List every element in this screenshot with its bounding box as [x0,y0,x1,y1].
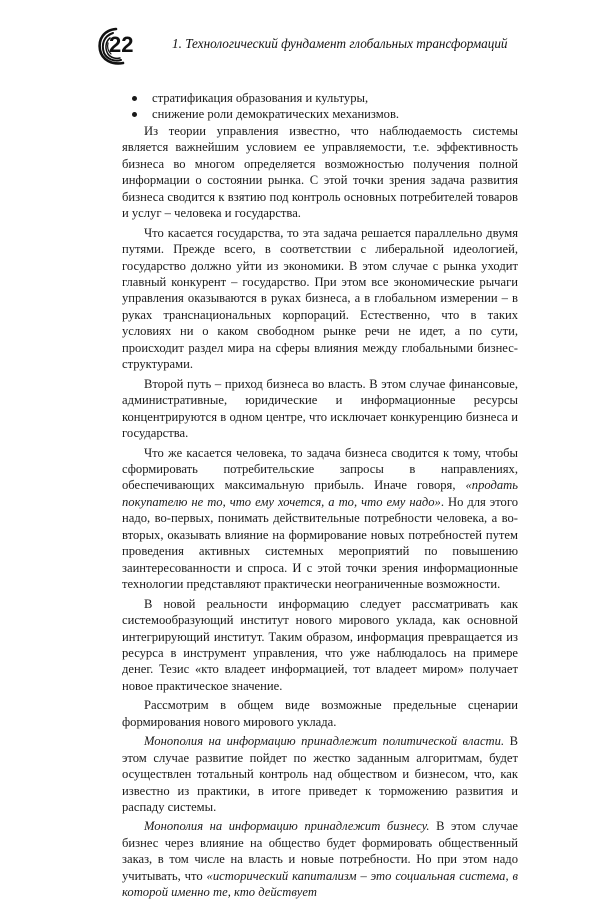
running-title: 1. Технологический фундамент глобальных трансформаций [172,36,508,51]
italic-scenario-heading: Монополия на информацию принадлежит политической власти. [144,734,505,749]
bullet-item: снижение роли демократических механизмов. [122,106,518,122]
paragraph: Из теории управления известно, что наблюдаемость системы является важнейшим условием ее управляемости, т.е. эффективность бизнеса во многом определяется возможностью получения полной информации о состоянии рынка. С этой точки зрения задача развития бизнеса сводится к взятию под контроль основных потребителей товаров и услуг – человека и государства. [122,123,518,221]
page-body [122,90,518,904]
bullet-item: стратификация образования и культуры, [122,90,518,106]
italic-quote: «продать покупателю не то, что ему хочется, а то, что ему надо» [122,478,518,509]
paragraph: Второй путь – приход бизнеса во власть. В этом случае финансовые, административные, юридические и информационные ресурсы концентрируются в одном центре, что исключает конкуренцию бизнеса и государства. [122,376,518,441]
bullet-list [122,90,518,123]
paragraph: Что же касается человека, то задача бизнеса сводится к тому, чтобы сформировать потребительские запросы в направлениях, обеспечивающих максимальную прибыль. Иначе говоря, «продать покупателю не то, что ему хочется, а то, что ему надо». Но для этого надо, во-первых, понимать действительные потребности человека, а во-вторых, оказывать влияние на формирование новых потребностей путем проведения активных системных мероприятий по повышению заинтересованности и спроса. И с этой точки зрения информационные технологии представляют практически неограниченные возможности. [122,445,518,592]
italic-scenario-heading: Монополия на информацию принадлежит бизнесу. [144,819,430,834]
paragraph: В новой реальности информацию следует рассматривать как системообразующий институт нового мирового уклада, как основной интегрирующий институт. Таким образом, информация превращается из ресурса в инструмент управления, что уже наблюдалось на примере денег. Тезис «кто владеет информацией, тот владеет миром» получает новое практическое значение. [122,596,518,693]
page-number: 22 [109,32,134,57]
paragraph: Монополия на информацию принадлежит бизнесу. В этом случае бизнес через влияние на общество будет формировать общественный заказ, в том числе на власть и новые потребности. Но при этом надо учитывать, что «исторический капитализм – это социальная система, в которой именно те, кто действует [122,819,518,900]
page-header [96,26,576,66]
italic-quote: «исторический капитализм – это социальная система, в которой именно те, кто действует [122,868,518,900]
paragraph: Что касается государства, то эта задача решается параллельно двумя путями. Прежде всего, в соответствии с либеральной идеологией, государство должно уйти из экономики. В этом случае с рынка уходит главный конкурент – государство. При этом все экономические рычаги управления оказываются в руках бизнеса, а в глобальном измерении – в руках транснациональных корпораций. Естественно, что в таких условиях ни о каком свободном рынке речи не идет, а по сути, происходит раздел мира на сферы влияния между глобальными бизнес-структурами. [122,225,518,372]
paragraph: Монополия на информацию принадлежит политической власти. В этом случае развитие пойдет по жестко заданным алгоритмам, будет осуществлен тотальный контроль над обществом и бизнесом, что, как известно из практики, в итоге приведет к торможению развития и распаду системы. [122,734,518,815]
paragraph: Рассмотрим в общем виде возможные предельные сценарии формирования нового мирового уклада. [122,698,518,729]
